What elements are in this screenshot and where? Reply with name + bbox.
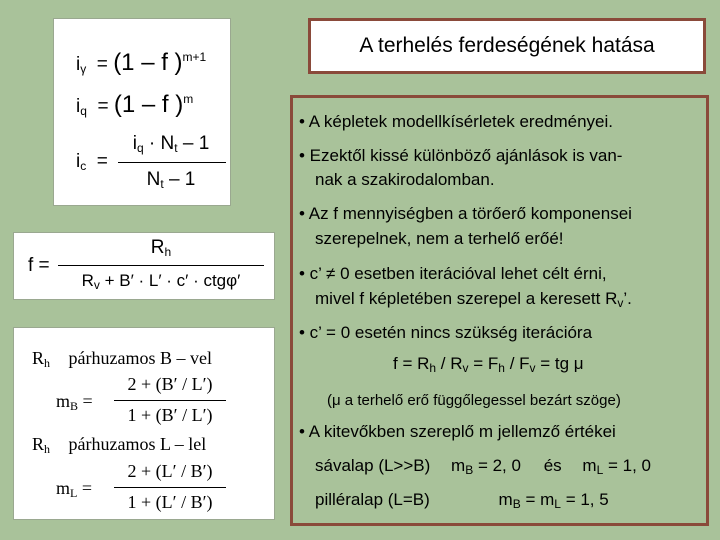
- formula-i-gamma: [76, 49, 206, 77]
- formula-m-b-lhs: [56, 391, 93, 414]
- symbol: + B′ · L′ · c′ · ctgφ′: [99, 271, 241, 290]
- equals: =: [81, 478, 93, 498]
- subscript: h: [498, 361, 505, 375]
- symbol: R: [150, 237, 165, 258]
- formula-m-l-denominator: 1 + (L′ / B′): [127, 492, 213, 512]
- subscript: h: [44, 442, 51, 456]
- bullet-f-components: • Az f mennyiségben a törőerő komponensei: [299, 204, 632, 223]
- symbol: – 1: [177, 133, 210, 154]
- note-mu-angle: (μ a terhelő erő függőlegessel bezárt szöge): [327, 392, 621, 409]
- symbol: · N: [143, 133, 175, 154]
- subscript: L: [554, 497, 561, 511]
- formula-box-m-exponents: [13, 327, 275, 520]
- symbol: i: [76, 151, 81, 172]
- row-pad-footing: [315, 490, 609, 511]
- subscript: t: [174, 141, 178, 155]
- exponent: m+1: [182, 50, 207, 64]
- formula-i-q: [76, 91, 193, 119]
- symbol: i: [132, 133, 137, 154]
- subscript: h: [164, 245, 172, 259]
- subscript: v: [462, 361, 469, 375]
- subscript: v: [93, 278, 100, 292]
- formula-box-f: [13, 232, 275, 300]
- bullet-iteration: • c’ ≠ 0 esetben iterációval lehet célt érni,: [299, 264, 607, 283]
- equation-f-tg-mu: [393, 354, 584, 375]
- page-title: A terhelés ferdeségének hatása: [308, 18, 706, 74]
- formula-rh-parallel-l: [32, 434, 206, 457]
- symbol: m: [56, 478, 71, 498]
- fraction-bar: [114, 400, 226, 401]
- symbol: i: [76, 96, 81, 117]
- text: mivel f képletében szerepel a keresett R: [315, 289, 618, 308]
- bullet-f-components-cont: szerepelnek, nem a terhelő erőé!: [315, 229, 564, 248]
- value: = m: [520, 490, 555, 509]
- subscript: γ: [80, 62, 87, 76]
- formula-box-i-factors: [53, 18, 231, 206]
- subscript: c: [80, 159, 87, 173]
- symbol: R: [32, 348, 45, 368]
- label: pilléralap (L=B): [315, 490, 430, 509]
- text: ’.: [623, 289, 632, 308]
- bullet-no-iteration: • c’ = 0 esetén nincs szükség iterációra: [299, 323, 593, 342]
- subscript: L: [70, 486, 78, 500]
- label: sávalap (L>>B): [315, 456, 431, 475]
- symbol: m: [56, 391, 71, 411]
- fraction-bar: [118, 162, 226, 163]
- subscript: v: [529, 361, 536, 375]
- symbol: N: [146, 169, 161, 190]
- formula-i-c-lhs: [76, 151, 108, 173]
- symbol: m: [498, 490, 513, 509]
- row-strip-footing: [315, 456, 651, 477]
- text: és: [543, 456, 562, 475]
- formula-body: (1 – f ): [113, 91, 184, 118]
- formula-f-lhs: f =: [28, 255, 50, 276]
- subscript: q: [80, 104, 87, 118]
- value: = 1, 5: [560, 490, 609, 509]
- equals: =: [97, 96, 109, 117]
- formula-i-c-denominator: [116, 169, 226, 191]
- subscript: v: [617, 296, 624, 310]
- bullet-model-experiments: • A képletek modellkísérletek eredményei.: [299, 112, 614, 131]
- text: / F: [504, 354, 530, 373]
- text: = tg μ: [535, 354, 584, 373]
- description: párhuzamos B – vel: [68, 348, 212, 368]
- formula-m-b-denominator: 1 + (B′ / L′): [127, 405, 213, 425]
- symbol: R: [81, 271, 94, 290]
- bullet-m-values: • A kitevőkben szereplő m jellemző értékei: [299, 422, 616, 441]
- bullet-list-panel: [290, 95, 709, 526]
- subscript: L: [596, 463, 604, 477]
- symbol: – 1: [163, 169, 196, 190]
- bullet-different-recommendations-cont: nak a szakirodalomban.: [315, 170, 495, 189]
- formula-i-c-numerator: [116, 133, 226, 155]
- subscript: h: [429, 361, 437, 375]
- bullet-iteration-cont: [315, 289, 632, 310]
- fraction-bar: [114, 487, 226, 488]
- text: f = R: [393, 354, 430, 373]
- symbol: i: [76, 54, 81, 75]
- symbol: m: [582, 456, 597, 475]
- equals: =: [96, 151, 108, 172]
- fraction-bar: [58, 265, 264, 266]
- equals: =: [96, 54, 108, 75]
- value: = 2, 0: [473, 456, 521, 475]
- formula-body: (1 – f ): [113, 49, 183, 76]
- subscript: q: [136, 141, 144, 155]
- formula-m-b-numerator: 2 + (B′ / L′): [127, 374, 213, 394]
- text: / R: [436, 354, 463, 373]
- value: = 1, 0: [603, 456, 651, 475]
- equals: =: [82, 391, 93, 411]
- formula-f-numerator: [56, 237, 266, 259]
- subscript: h: [44, 356, 51, 370]
- formula-m-l-lhs: [56, 478, 92, 501]
- subscript: B: [70, 399, 79, 413]
- description: párhuzamos L – lel: [68, 434, 207, 454]
- formula-m-l-numerator: 2 + (L′ / B′): [127, 461, 213, 481]
- symbol: R: [32, 434, 45, 454]
- symbol: m: [451, 456, 466, 475]
- text: = F: [468, 354, 499, 373]
- exponent: m: [183, 92, 194, 106]
- formula-f-denominator: [56, 271, 266, 292]
- subscript: B: [512, 497, 521, 511]
- subscript: B: [465, 463, 474, 477]
- bullet-different-recommendations: • Ezektől kissé különböző ajánlások is van-: [299, 146, 623, 165]
- formula-rh-parallel-b: [32, 348, 212, 371]
- subscript: t: [160, 177, 164, 191]
